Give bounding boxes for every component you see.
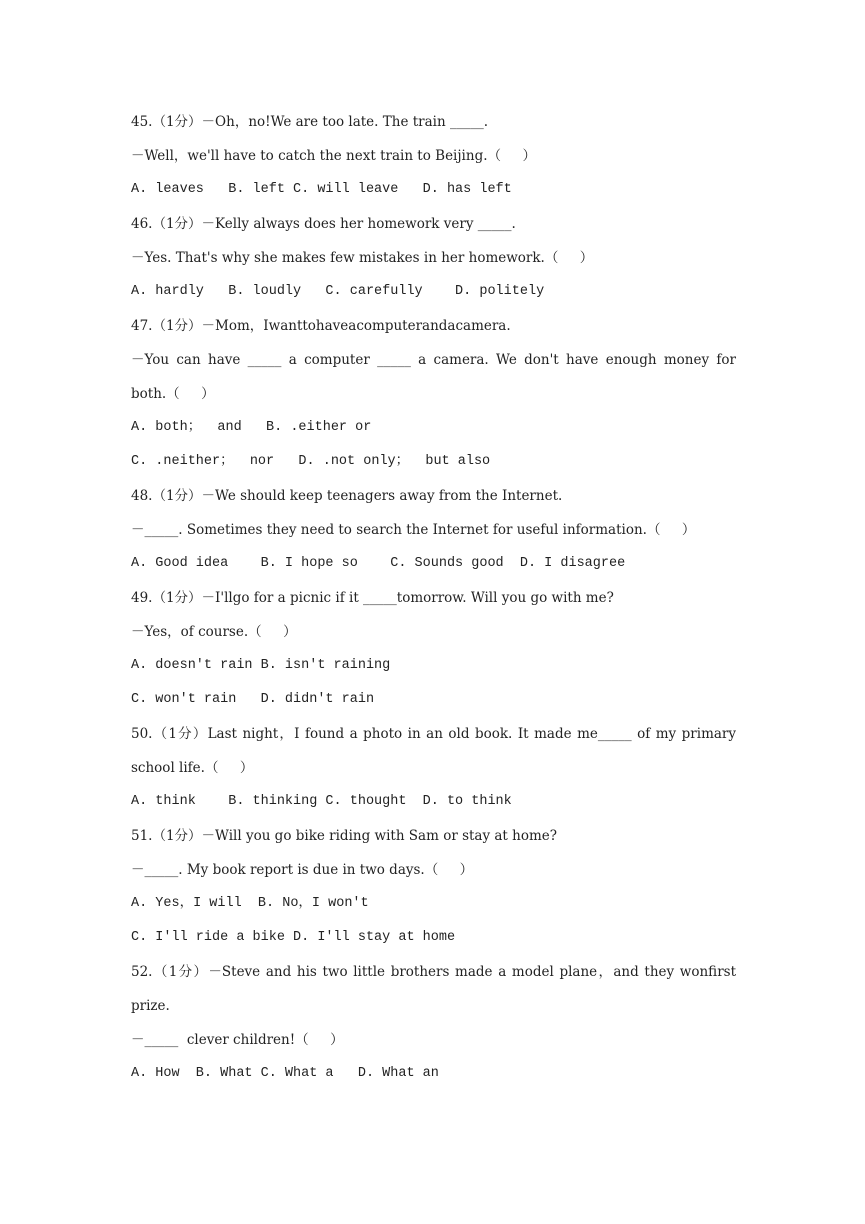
question-46-stem: 46.（1分）－Kelly always does her homework very _____.: [131, 216, 516, 232]
question-45-reply: －Well，we'll have to catch the next train to Beijing.（ ）: [131, 148, 536, 164]
question-47-reply-line-1: －You can have _____ a computer _____ a camera. We don't have enough money for: [131, 352, 736, 368]
question-51-stem: 51.（1分）－Will you go bike riding with Sam or stay at home?: [131, 828, 558, 844]
question-51-options-line-1: A. Yes，I will B. No，I won't: [131, 896, 369, 911]
question-47-stem: 47.（1分）－Mom，Iwanttohaveacomputerandacamera.: [131, 318, 511, 334]
question-51-options-line-2: C. I'll ride a bike D. I'll stay at home: [131, 930, 456, 945]
question-48-reply: －_____. Sometimes they need to search the Internet for useful information.（ ）: [131, 522, 696, 538]
question-47-options-line-1: A. both； and B. .either or: [131, 420, 372, 435]
question-52-stem-line-2: prize.: [131, 998, 170, 1014]
question-45-stem: 45.（1分）－Oh，no!We are too late. The train _____.: [131, 114, 488, 130]
question-52-stem-line-1: 52.（1分）－Steve and his two little brothers made a model plane，and they wonfirst: [131, 964, 736, 980]
question-50-options: A. think B. thinking C. thought D. to think: [131, 794, 512, 809]
question-48-options: A. Good idea B. I hope so C. Sounds good D. I disagree: [131, 556, 626, 571]
question-50-stem-line-1: 50.（1分）Last night，I found a photo in an old book. It made me_____ of my primary: [131, 726, 736, 742]
question-47-reply-line-2: both.（ ）: [131, 386, 215, 402]
question-47-options-line-2: C. .neither； nor D. .not only； but also: [131, 454, 491, 469]
question-49-reply: －Yes，of course.（ ）: [131, 624, 297, 640]
question-49-options-line-2: C. won't rain D. didn't rain: [131, 692, 375, 707]
question-48-stem: 48.（1分）－We should keep teenagers away from the Internet.: [131, 488, 563, 504]
question-52-reply: －_____ clever children!（ ）: [131, 1032, 344, 1048]
question-46-options: A. hardly B. loudly C. carefully D. politely: [131, 284, 545, 299]
question-49-stem: 49.（1分）－I'llgo for a picnic if it _____tomorrow. Will you go with me?: [131, 590, 614, 606]
question-52-options: A. How B. What C. What a D. What an: [131, 1066, 439, 1081]
question-46-reply: －Yes. That's why she makes few mistakes in her homework.（ ）: [131, 250, 594, 266]
document-page: [131, 105, 736, 1091]
question-51-reply: －_____. My book report is due in two days.（ ）: [131, 862, 474, 878]
question-49-options-line-1: A. doesn't rain B. isn't raining: [131, 658, 391, 673]
question-45-options: A. leaves B. left C. will leave D. has left: [131, 182, 512, 197]
question-50-stem-line-2: school life.（ ）: [131, 760, 254, 776]
